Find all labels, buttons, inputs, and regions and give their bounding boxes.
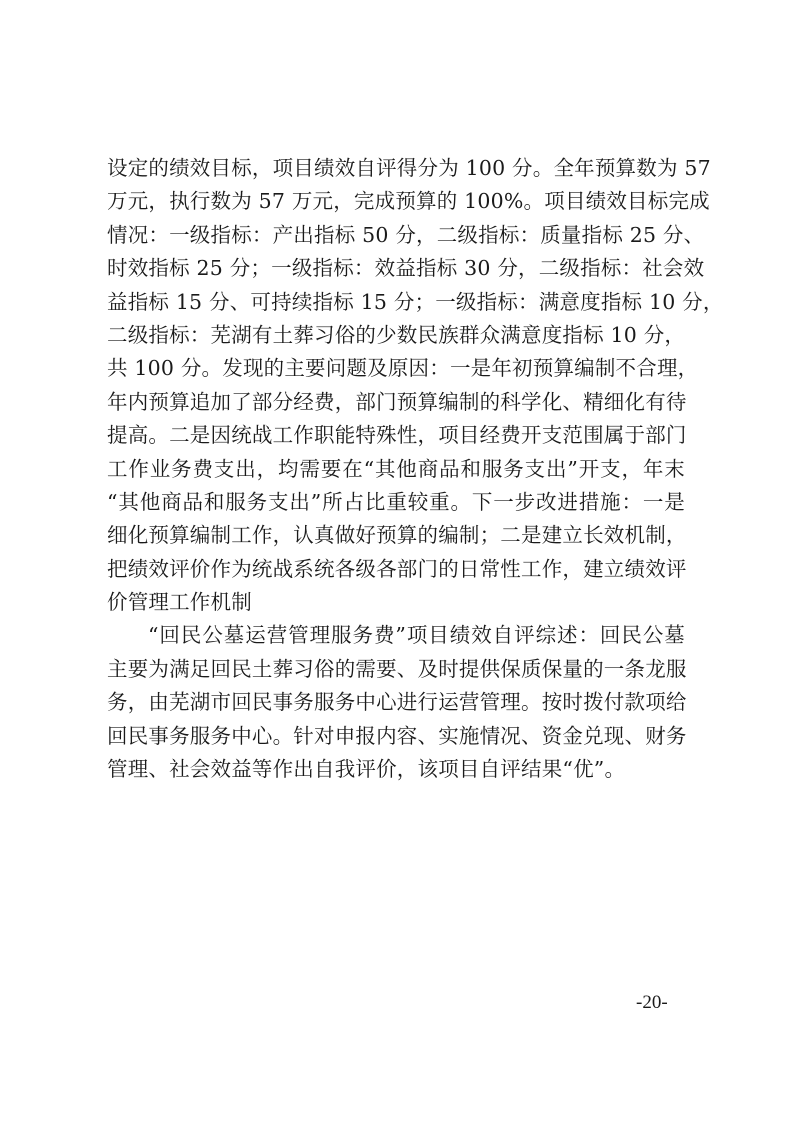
body-text xyxy=(107,152,724,786)
text-line: 细化预算编制工作，认真做好预算的编制；二是建立长效机制， xyxy=(107,523,687,548)
text-line: 万元，执行数为 57 万元，完成预算的 100%。项目绩效目标完成 xyxy=(107,189,710,214)
text-line: 务，由芜湖市回民事务服务中心进行运营管理。按时拨付款项给 xyxy=(107,690,687,715)
text-line: 工作业务费支出，均需要在“其他商品和服务支出”开支，年末 xyxy=(107,456,685,481)
text-line: “回民公墓运营管理服务费”项目绩效自评综述：回民公墓 xyxy=(148,623,685,648)
text-line: 共 100 分。发现的主要问题及原因：一是年初预算编制不合理， xyxy=(107,356,699,381)
text-line: 益指标 15 分、可持续指标 15 分；一级指标：满意度指标 10 分， xyxy=(107,289,724,314)
text-line: 回民事务服务中心。针对申报内容、实施情况、资金兑现、财务 xyxy=(107,723,687,748)
paragraph-cemetery-service xyxy=(107,619,685,786)
text-line: 主要为满足回民土葬习俗的需要、及时提供保质保量的一条龙服 xyxy=(107,656,687,681)
text-line: 价管理工作机制 xyxy=(107,590,252,615)
text-line: 二级指标：芜湖有土葬习俗的少数民族群众满意度指标 10 分， xyxy=(107,322,686,347)
text-line: 把绩效评价作为统战系统各级各部门的日常性工作，建立绩效评 xyxy=(107,556,687,581)
text-line: 管理、社会效益等作出自我评价，该项目自评结果“优”。 xyxy=(107,757,626,782)
text-line: 时效指标 25 分；一级指标：效益指标 30 分，二级指标：社会效 xyxy=(107,256,705,281)
text-line: 年内预算追加了部分经费，部门预算编制的科学化、精细化有待 xyxy=(107,389,687,414)
paragraph-performance-summary xyxy=(107,152,724,619)
text-line: “其他商品和服务支出”所占比重较重。下一步改进措施：一是 xyxy=(107,489,685,514)
page-number: -20- xyxy=(636,992,668,1013)
text-line: 提高。二是因统战工作职能特殊性，项目经费开支范围属于部门 xyxy=(107,423,687,448)
text-line: 情况：一级指标：产出指标 50 分，二级指标：质量指标 25 分、 xyxy=(107,222,705,247)
text-line: 设定的绩效目标，项目绩效自评得分为 100 分。全年预算数为 57 xyxy=(107,156,711,180)
